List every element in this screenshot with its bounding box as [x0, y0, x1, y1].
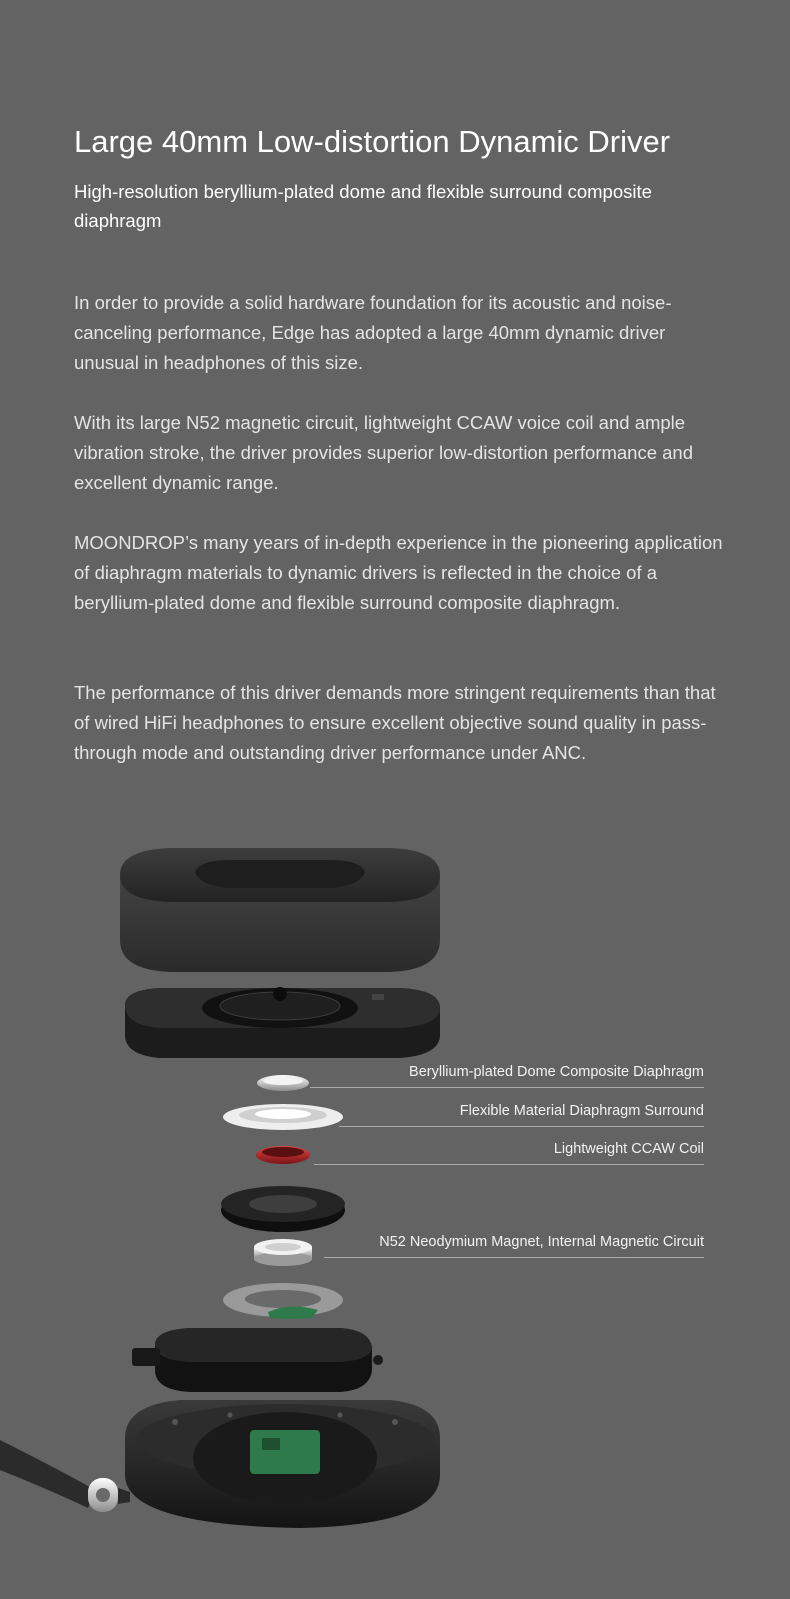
callout-label: Flexible Material Diaphragm Surround [459, 1103, 704, 1119]
callout-line [324, 1257, 704, 1258]
callout-beryllium-dome [409, 1064, 704, 1080]
body-paragraph: With its large N52 magnetic circuit, lightweight CCAW voice coil and ample vibration stroke, the driver provides superior low-distortion performance and excellent dynamic range. [74, 412, 694, 493]
damping-disc [223, 1283, 343, 1319]
inner-chassis [132, 1328, 383, 1392]
exploded-view-graphic [0, 840, 790, 1599]
page-title: Large 40mm Low-distortion Dynamic Driver [74, 124, 671, 159]
baffle-plate [125, 987, 440, 1058]
diaphragm-surround [223, 1104, 343, 1130]
callout-line [339, 1126, 704, 1127]
body-paragraph: The performance of this driver demands more stringent requirements than that of wired HiFi headphones to ensure excellent objective sound quality in pass-through mode and outstanding driver performance under ANC. [74, 682, 716, 763]
driver-frame [221, 1186, 345, 1232]
body-paragraph: In order to provide a solid hardware foundation for its acoustic and noise-canceling performance, Edge has adopted a large 40mm dynamic driver unusual in headphones of this size. [74, 292, 672, 373]
beryllium-dome [257, 1075, 309, 1091]
callout-label: Beryllium-plated Dome Composite Diaphragm [409, 1064, 704, 1080]
headband-arm [0, 1440, 130, 1512]
callout-n52-magnet [379, 1234, 704, 1250]
exploded-driver-illustration [0, 840, 790, 1599]
outer-shell [125, 1400, 440, 1528]
callout-ccaw-coil [554, 1141, 704, 1157]
body-paragraph: MOONDROP’s many years of in-depth experience in the pioneering application of diaphragm materials to dynamic drivers is reflected in the choice of a beryllium-plated dome and flexible surround composite diaphragm. [74, 532, 723, 613]
callout-label: N52 Neodymium Magnet, Internal Magnetic Circuit [379, 1234, 704, 1250]
page-subtitle: High-resolution beryllium-plated dome and flexible surround composite diaphragm [74, 181, 652, 231]
callout-diaphragm-surround [460, 1103, 704, 1119]
n52-magnet [254, 1239, 312, 1266]
ccaw-coil [256, 1146, 310, 1164]
callout-label: Lightweight CCAW Coil [553, 1141, 704, 1157]
ear-cushion [120, 848, 440, 972]
callout-line [314, 1164, 704, 1165]
callout-line [310, 1087, 704, 1088]
